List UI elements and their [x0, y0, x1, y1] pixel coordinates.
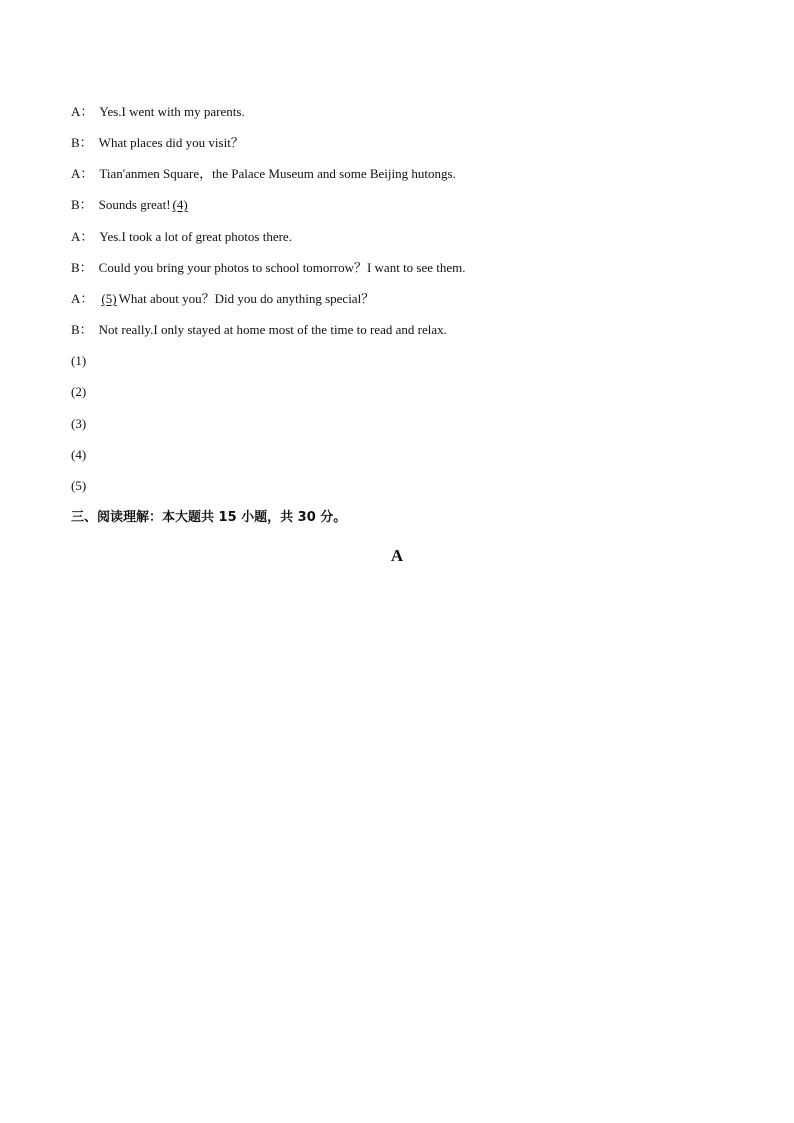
passage-label: A — [390, 546, 404, 565]
line-text: What about you？Did you do anything special？ — [118, 291, 375, 306]
line-text: Sounds great! — [98, 197, 171, 212]
answer-blank-5[interactable]: (5) — [101, 291, 117, 306]
line-text: Tian'anmen Square，the Palace Museum and some Beijing hutongs. — [99, 166, 456, 181]
line-text: Yes.I went with my parents. — [99, 104, 245, 119]
answer-number-1: (1) — [71, 353, 87, 368]
dialogue-line — [71, 260, 466, 276]
dialogue-line — [71, 291, 374, 307]
speaker-label: B： — [71, 135, 93, 150]
speaker-label: B： — [71, 322, 93, 337]
section-heading: 三、阅读理解：本大题共 15 小题，共 30 分。 — [71, 510, 347, 525]
dialogue-line — [71, 229, 292, 245]
answer-number-3: (3) — [71, 416, 87, 431]
dialogue-line — [71, 135, 244, 151]
line-text: Not really.I only stayed at home most of the time to read and relax. — [98, 322, 447, 337]
answer-number-2: (2) — [71, 384, 87, 399]
dialogue-line — [71, 322, 447, 338]
dialogue-line — [71, 197, 190, 213]
answer-blank-4[interactable]: (4) — [172, 197, 188, 212]
speaker-label: B： — [71, 260, 93, 275]
dialogue-line — [71, 166, 456, 182]
speaker-label: B： — [71, 197, 93, 212]
dialogue-line — [71, 104, 245, 120]
line-text: What places did you visit？ — [98, 135, 244, 150]
speaker-label: A： — [71, 229, 94, 244]
line-text: Could you bring your photos to school tomorrow？I want to see them. — [98, 260, 466, 275]
speaker-label: A： — [71, 104, 94, 119]
answer-number-5: (5) — [71, 478, 87, 493]
answer-number-4: (4) — [71, 447, 87, 462]
line-text: Yes.I took a lot of great photos there. — [99, 229, 292, 244]
speaker-label: A： — [71, 291, 94, 306]
speaker-label: A： — [71, 166, 94, 181]
